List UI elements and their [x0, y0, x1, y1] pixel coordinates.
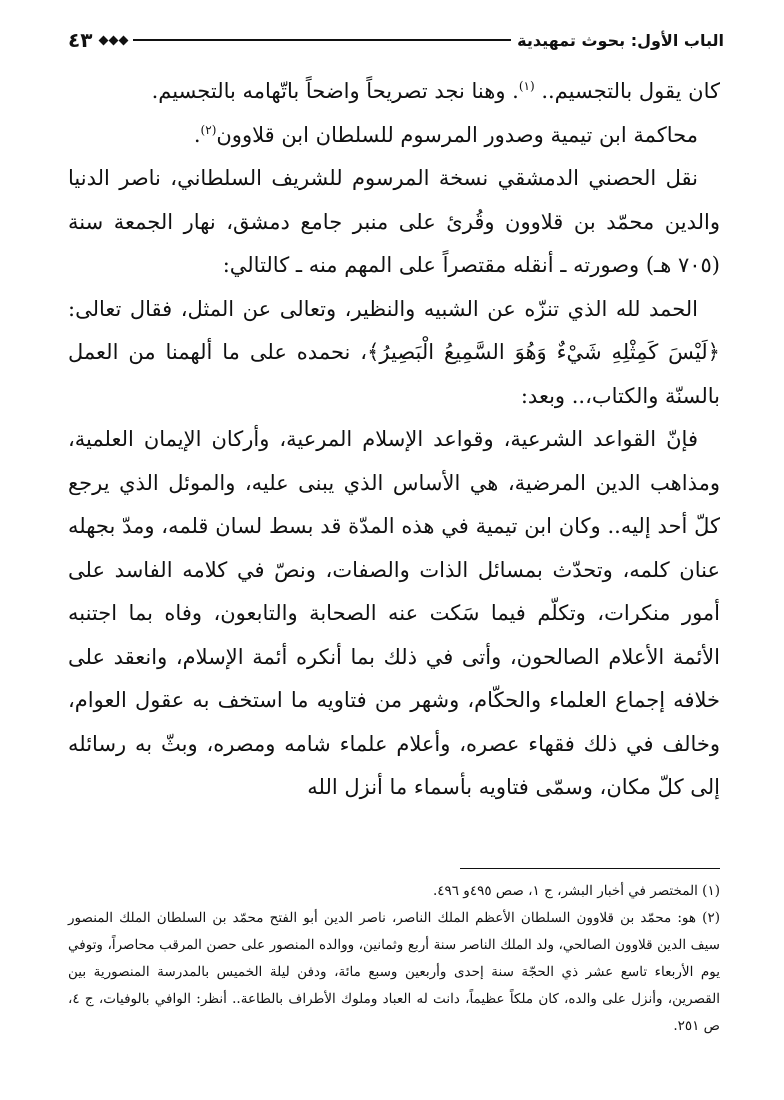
- running-header: [68, 20, 724, 60]
- section-heading-text: محاكمة ابن تيمية وصدور المرسوم للسلطان ابن قلاوون: [216, 122, 698, 147]
- footnote-2: (٢) هو: محمّد بن قلاوون السلطان الأعظم الملك الناصر، ناصر الدين أبو الفتح محمّد بن السلطان الملك المنصور سيف الدين قلاوون الصالحي، ولد الملك الناصر سنة أربع وثمانين، ووالده المنصور على حصن المرقب محاصراً، وتوفي يوم الأربعاء تاسع عشر ذي الحجّة سنة إحدى وأربعين وسبع مائة، ودفن ليلة الخميس بالمدرسة المنصورية بين القصرين، وأنزل على والده، كان ملكاً عظيماً، دانت له العباد وملوك الأطراف بالطاعة.. أنظر: الوافي بالوفيات، ج ٤، ص ٢٥١.: [68, 910, 720, 1034]
- header-rule: [133, 39, 511, 41]
- footnote-ref-2: (٢): [200, 122, 217, 137]
- diamond-ornament-icon: [100, 37, 127, 44]
- section-heading-end: .: [193, 122, 201, 147]
- footnote-divider: [460, 868, 720, 869]
- paragraph-1: [68, 70, 720, 114]
- section-heading: [68, 114, 720, 158]
- main-text: [68, 70, 720, 810]
- page-number: ٤٣: [68, 28, 93, 52]
- paragraph-1-text: كان يقول بالتجسيم..: [534, 79, 720, 103]
- paragraph-4: الحمد لله الذي تنزّه عن الشبيه والنظير، وتعالى عن المثل، فقال تعالى: ﴿لَيْسَ كَمِثْلِهِ شَيْءٌ وَهُوَ السَّمِيعُ الْبَصِيرُ﴾، نحمده على ما ألهمنا من العمل بالسنّة والكتاب،.. وبعد:: [68, 296, 720, 408]
- paragraph-3: نقل الحصني الدمشقي نسخة المرسوم للشريف السلطاني، ناصر الدنيا والدين محمّد بن قلاوون وقُرئ على منبر جامع دمشق، نهار الجمعة سنة (٧٠٥ هـ) وصورته ـ أنقله مقتصراً على المهم منه ـ كالتالي:: [68, 166, 720, 277]
- footnote-ref-1: (١): [518, 79, 535, 93]
- footnote-1: (١) المختصر في أخبار البشر، ج ١، صص ٤٩٥و ٤٩٦.: [432, 883, 720, 899]
- chapter-title: الباب الأول: بحوث تمهيدية: [517, 30, 724, 50]
- paragraph-5: فإنّ القواعد الشرعية، وقواعد الإسلام المرعية، وأركان الإيمان العلمية، ومذاهب الدين المرضية، هي الأساس الذي يبنى عليه، والموئل الذي يرجع كلّ أحد إليه.. وكان ابن تيمية في هذه المدّة قد بسط لسان قلمه، ومدّ بجهله عنان كلمه، وتحدّث بمسائل الذات والصفات، ونصّ في كلامه الفاسد على أمور منكرات، وتكلّم فيما سَكت عنه الصحابة والتابعون، وفاه بما اجتنبه الأئمة الأعلام الصالحون، وأتى في ذلك بما أنكره أئمة الإسلام، وانعقد على خلافه إجماع العلماء والحكّام، وشهر من فتاويه ما استخف به عقول العوام، وخالف في ذلك فقهاء عصره، وأعلام علماء شامه ومصره، وبثّ به رسائله إلى كلّ مكان، وسمّى فتاويه بأسماء ما أنزل الله: [68, 427, 720, 799]
- paragraph-1-text-rest: . وهنا نجد تصريحاً واضحاً باتّهامه بالتجسيم.: [151, 79, 519, 103]
- footnotes: [68, 878, 720, 1040]
